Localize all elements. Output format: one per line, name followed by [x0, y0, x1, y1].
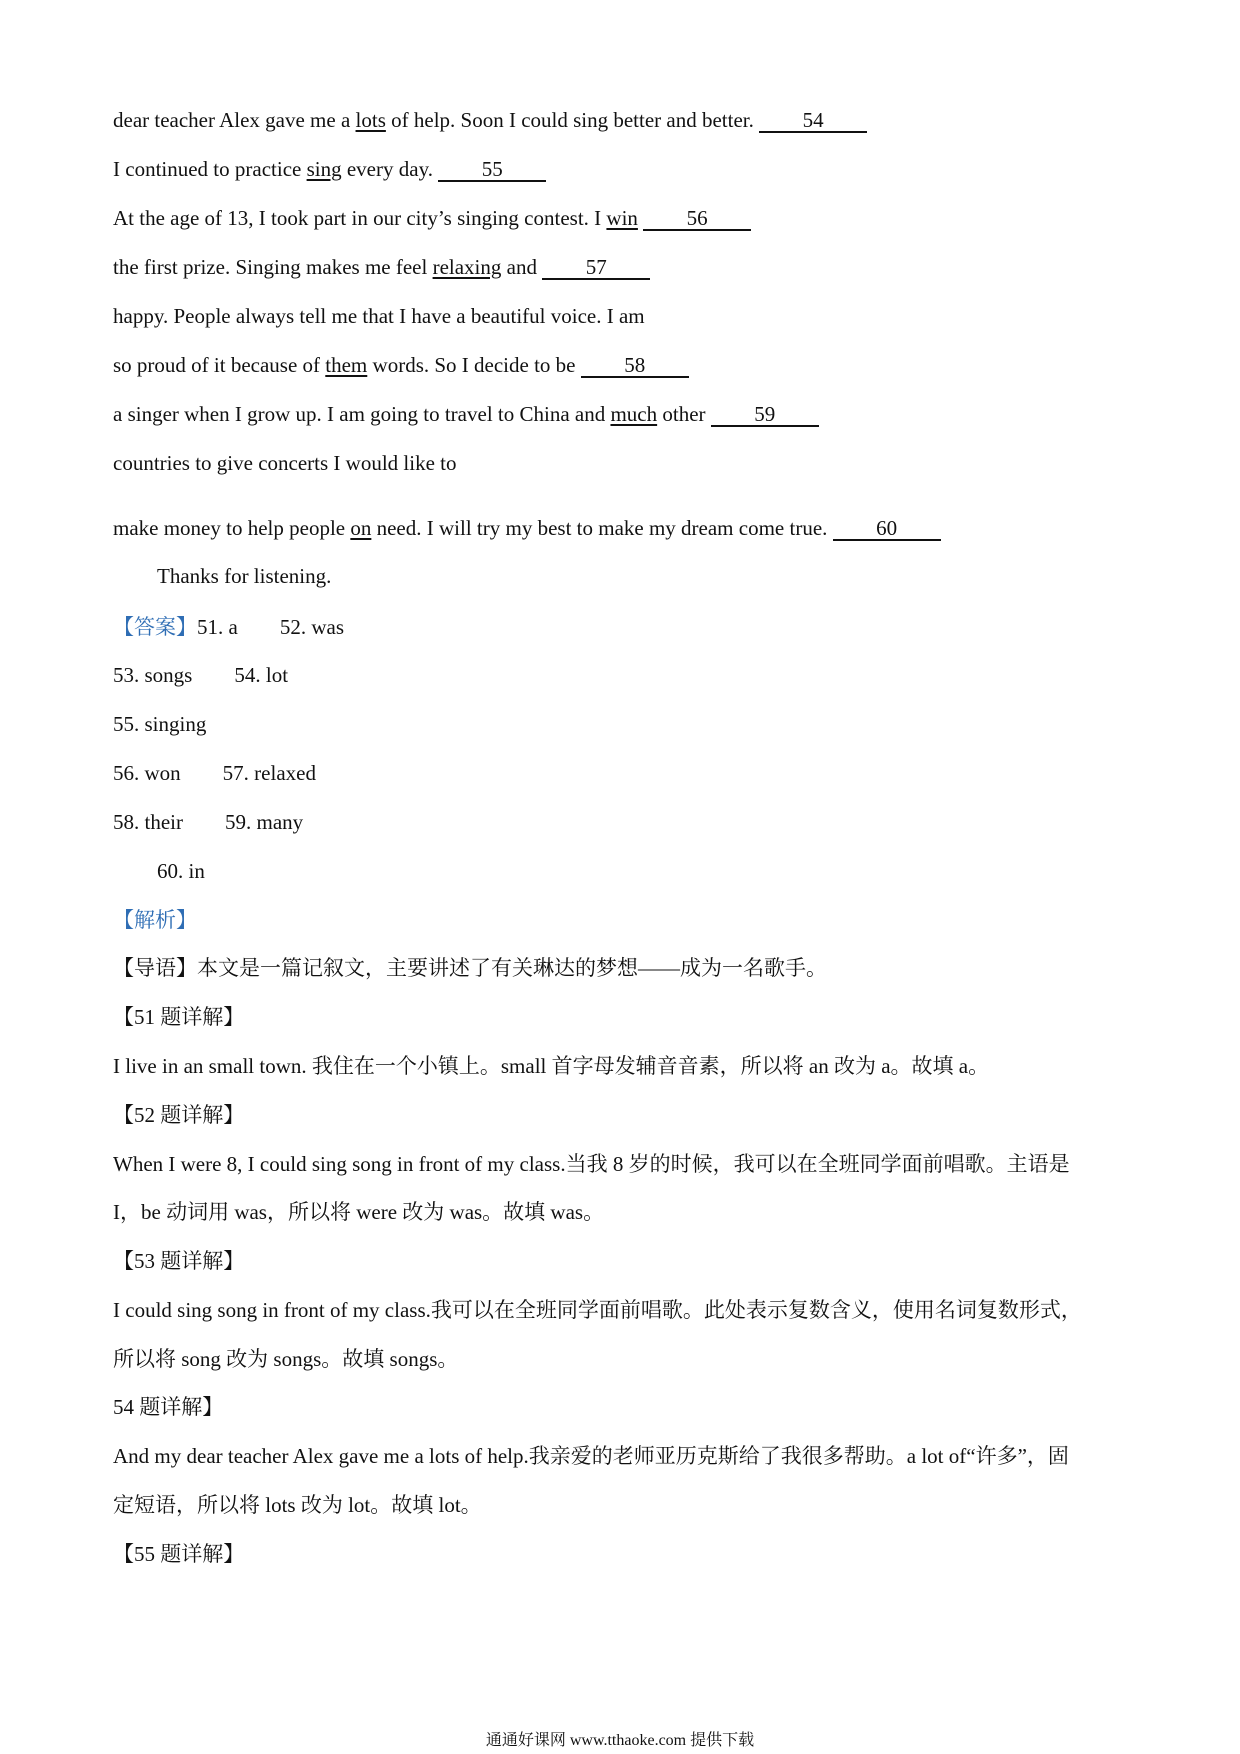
detail-52-line2: I，be 动词用 was，所以将 were 改为 was。故填 was。 [113, 1200, 605, 1224]
analysis-intro: 【导语】本文是一篇记叙文，主要讲述了有关琳达的梦想——成为一名歌手。 [113, 956, 827, 980]
passage-line [113, 155, 546, 183]
passage-line [113, 253, 650, 281]
answer-57: 57. relaxed [222, 761, 316, 785]
passage-text: At the age of 13, I took part in our city’s singing contest. I [113, 206, 607, 230]
passage-text: countries to give concerts I would like to [113, 451, 457, 475]
detail-52-line1: When I were 8, I could sing song in front of my class.当我 8 岁的时候，我可以在全班同学面前唱歌。主语是 [113, 1152, 1070, 1176]
heading-51: 【51 题详解】 [113, 1005, 245, 1029]
passage-text: a singer when I grow up. I am going to travel to China and [113, 402, 611, 426]
answer-row-6 [157, 857, 205, 885]
detail-54-line1: And my dear teacher Alex gave me a lots of help.我亲爱的老师亚历克斯给了我很多帮助。a lot of“许多”，固 [113, 1444, 1069, 1468]
error-word: relaxing [432, 255, 502, 279]
answer-blank: 58 [581, 354, 689, 378]
passage-line [113, 514, 941, 542]
answer-blank: 54 [759, 109, 867, 133]
detail-51: I live in an small town. 我住在一个小镇上。small 首字母发辅音音素，所以将 an 改为 a。故填 a。 [113, 1054, 990, 1078]
passage-text: happy. People always tell me that I have a beautiful voice. I am [113, 304, 645, 328]
answer-54: 54. lot [234, 663, 289, 687]
answer-row-3 [113, 710, 206, 738]
passage-text: Thanks for listening. [157, 564, 332, 588]
passage-line [157, 562, 331, 590]
footer: 通通好课网 www.tthaoke.com 提供下载 [485, 1732, 755, 1749]
passage-text: and [501, 255, 543, 279]
heading-55: 【55 题详解】 [113, 1542, 245, 1566]
analysis-label: 【解析】 [113, 908, 197, 932]
answer-blank: 55 [438, 158, 546, 182]
passage-line [113, 204, 751, 232]
answer-51: 51. a [197, 615, 238, 639]
passage-text: I continued to practice [113, 157, 307, 181]
heading-53: 【53 题详解】 [113, 1249, 245, 1273]
answer-blank: 60 [833, 517, 941, 541]
passage-text: words. So I decide to be [367, 353, 581, 377]
passage-line [113, 106, 867, 134]
error-word: win [606, 206, 638, 230]
answer-row-2 [113, 661, 288, 689]
error-word: lots [355, 108, 386, 132]
heading-52: 【52 题详解】 [113, 1103, 245, 1127]
answer-60: 60. in [157, 859, 205, 883]
error-word: on [350, 516, 372, 540]
answer-59: 59. many [224, 810, 304, 834]
passage-text: dear teacher Alex gave me a [113, 108, 356, 132]
detail-54-line2: 定短语，所以将 lots 改为 lot。故填 lot。 [113, 1493, 482, 1517]
answer-55: 55. singing [113, 712, 207, 736]
answer-blank: 56 [643, 207, 751, 231]
answer-row-5 [113, 808, 303, 836]
passage-text: need. I will try my best to make my dream come true. [371, 516, 833, 540]
passage-line [113, 302, 645, 330]
answer-58: 58. their [113, 810, 183, 834]
answer-row-4 [113, 759, 316, 787]
error-word: them [325, 353, 368, 377]
passage-line [113, 449, 457, 477]
answer-blank: 59 [711, 403, 819, 427]
answer-row-1 [113, 613, 344, 641]
answer-blank: 57 [542, 256, 650, 280]
passage-text: the first prize. Singing makes me feel [113, 255, 433, 279]
answer-53: 53. songs [113, 663, 193, 687]
answer-52: 52. was [279, 615, 344, 639]
heading-54: 54 题详解】 [113, 1395, 224, 1419]
detail-53-line1: I could sing song in front of my class.我可以在全班同学面前唱歌。此处表示复数含义，使用名词复数形式， [113, 1298, 1082, 1322]
passage-line [113, 351, 689, 379]
error-word: much [610, 402, 658, 426]
answer-label: 【答案】 [113, 615, 197, 639]
passage-text: so proud of it because of [113, 353, 326, 377]
error-word: sing [306, 157, 342, 181]
passage-text: every day. [341, 157, 439, 181]
answer-56: 56. won [113, 761, 181, 785]
passage-text: of help. Soon I could sing better and better. [385, 108, 760, 132]
passage-line [113, 400, 819, 428]
detail-53-line2: 所以将 song 改为 songs。故填 songs。 [113, 1347, 459, 1371]
passage-text: other [657, 402, 711, 426]
passage-text: make money to help people [113, 516, 351, 540]
